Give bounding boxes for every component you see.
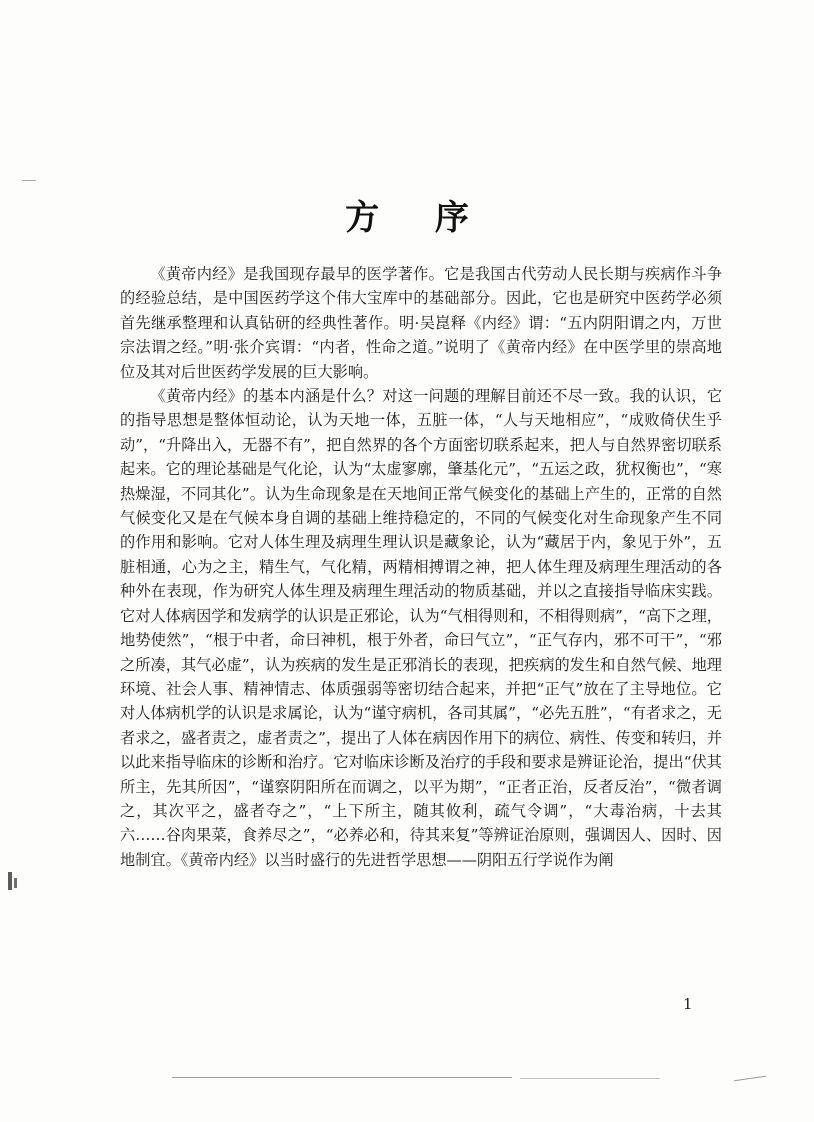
scan-artifact-bottom-line-right <box>520 1078 660 1079</box>
body-text <box>120 262 722 872</box>
page-number: 1 <box>683 995 693 1013</box>
paragraph-2: 《黄帝内经》的基本内涵是什么？对这一问题的理解目前还不尽一致。我的认识，它的指导思想是整体恒动论，认为天地一体，五脏一体，“人与天地相应”，“成败倚伏生乎动”，“升降出入，无器不有”，把自然界的各个方面密切联系起来，把人与自然界密切联系起来。它的理论基础是气化论，认为“太虚寥廓，肇基化元”，“五运之政，犹权衡也”，“寒热燥湿，不同其化”。认为生命现象是在天地间正常气候变化的基础上产生的，正常的自然气候变化又是在气候本身自调的基础上维持稳定的，不同的气候变化对生命现象产生不同的作用和影响。它对人体生理及病理生理认识是藏象论，认为“藏居于内，象见于外”，五脏相通，心为之主，精生气，气化精，两精相搏谓之神，把人体生理及病理生理活动的各种外在表现，作为研究人体生理及病理生理活动的物质基础，并以之直接指导临床实践。它对人体病因学和发病学的认识是正邪论，认为“气相得则和，不相得则病”，“高下之理，地势使然”，“根于中者，命曰神机，根于外者，命曰气立”，“正气存内，邪不可干”，“邪之所凑，其气必虚”，认为疾病的发生是正邪消长的表现，把疾病的发生和自然气候、地理环境、社会人事、精神情志、体质强弱等密切结合起来，并把“正气”放在了主导地位。它对人体病机学的认识是求属论，认为“谨守病机，各司其属”，“必先五胜”，“有者求之，无者求之，盛者责之，虚者责之”，提出了人体在病因作用下的病位、病性、传变和转归，并以此来指导临床的诊断和治疗。它对临床诊断及治疗的手段和要求是辨证论治，提出“伏其所主，先其所因”，“谨察阴阳所在而调之，以平为期”，“正者正治，反者反治”，“微者调之，其次平之，盛者夺之”，“上下所主，随其攸利，疏气令调”，“大毒治病，十去其六……谷肉果菜，食养尽之”，“必养必和，待其来复”等辨证治原则，强调因人、因时、因地制宜。《黄帝内经》以当时盛行的先进哲学思想——阴阳五行学说作为阐 <box>120 387 722 869</box>
scan-artifact-left-mark <box>8 872 12 890</box>
page-title: 方 序 <box>345 198 491 238</box>
scan-artifact-left-mark-2 <box>14 878 17 888</box>
scan-artifact-bottom-curve <box>734 1076 766 1081</box>
scan-artifact-bottom-line <box>172 1077 512 1078</box>
scan-artifact-left-dot <box>22 180 36 181</box>
paragraph-1: 《黄帝内经》是我国现存最早的医学著作。它是我国古代劳动人民长期与疾病作斗争的经验总结，是中国医药学这个伟大宝库中的基础部分。因此，它也是研究中医药学必须首先继承整理和认真钻研的经典性著作。明·吴崑释《内经》谓：“五内阴阳谓之内，万世宗法谓之经。”明·张介宾谓：“内者，性命之道。”说明了《黄帝内经》在中医学里的崇高地位及其对后世医药学发展的巨大影响。 <box>120 265 722 381</box>
